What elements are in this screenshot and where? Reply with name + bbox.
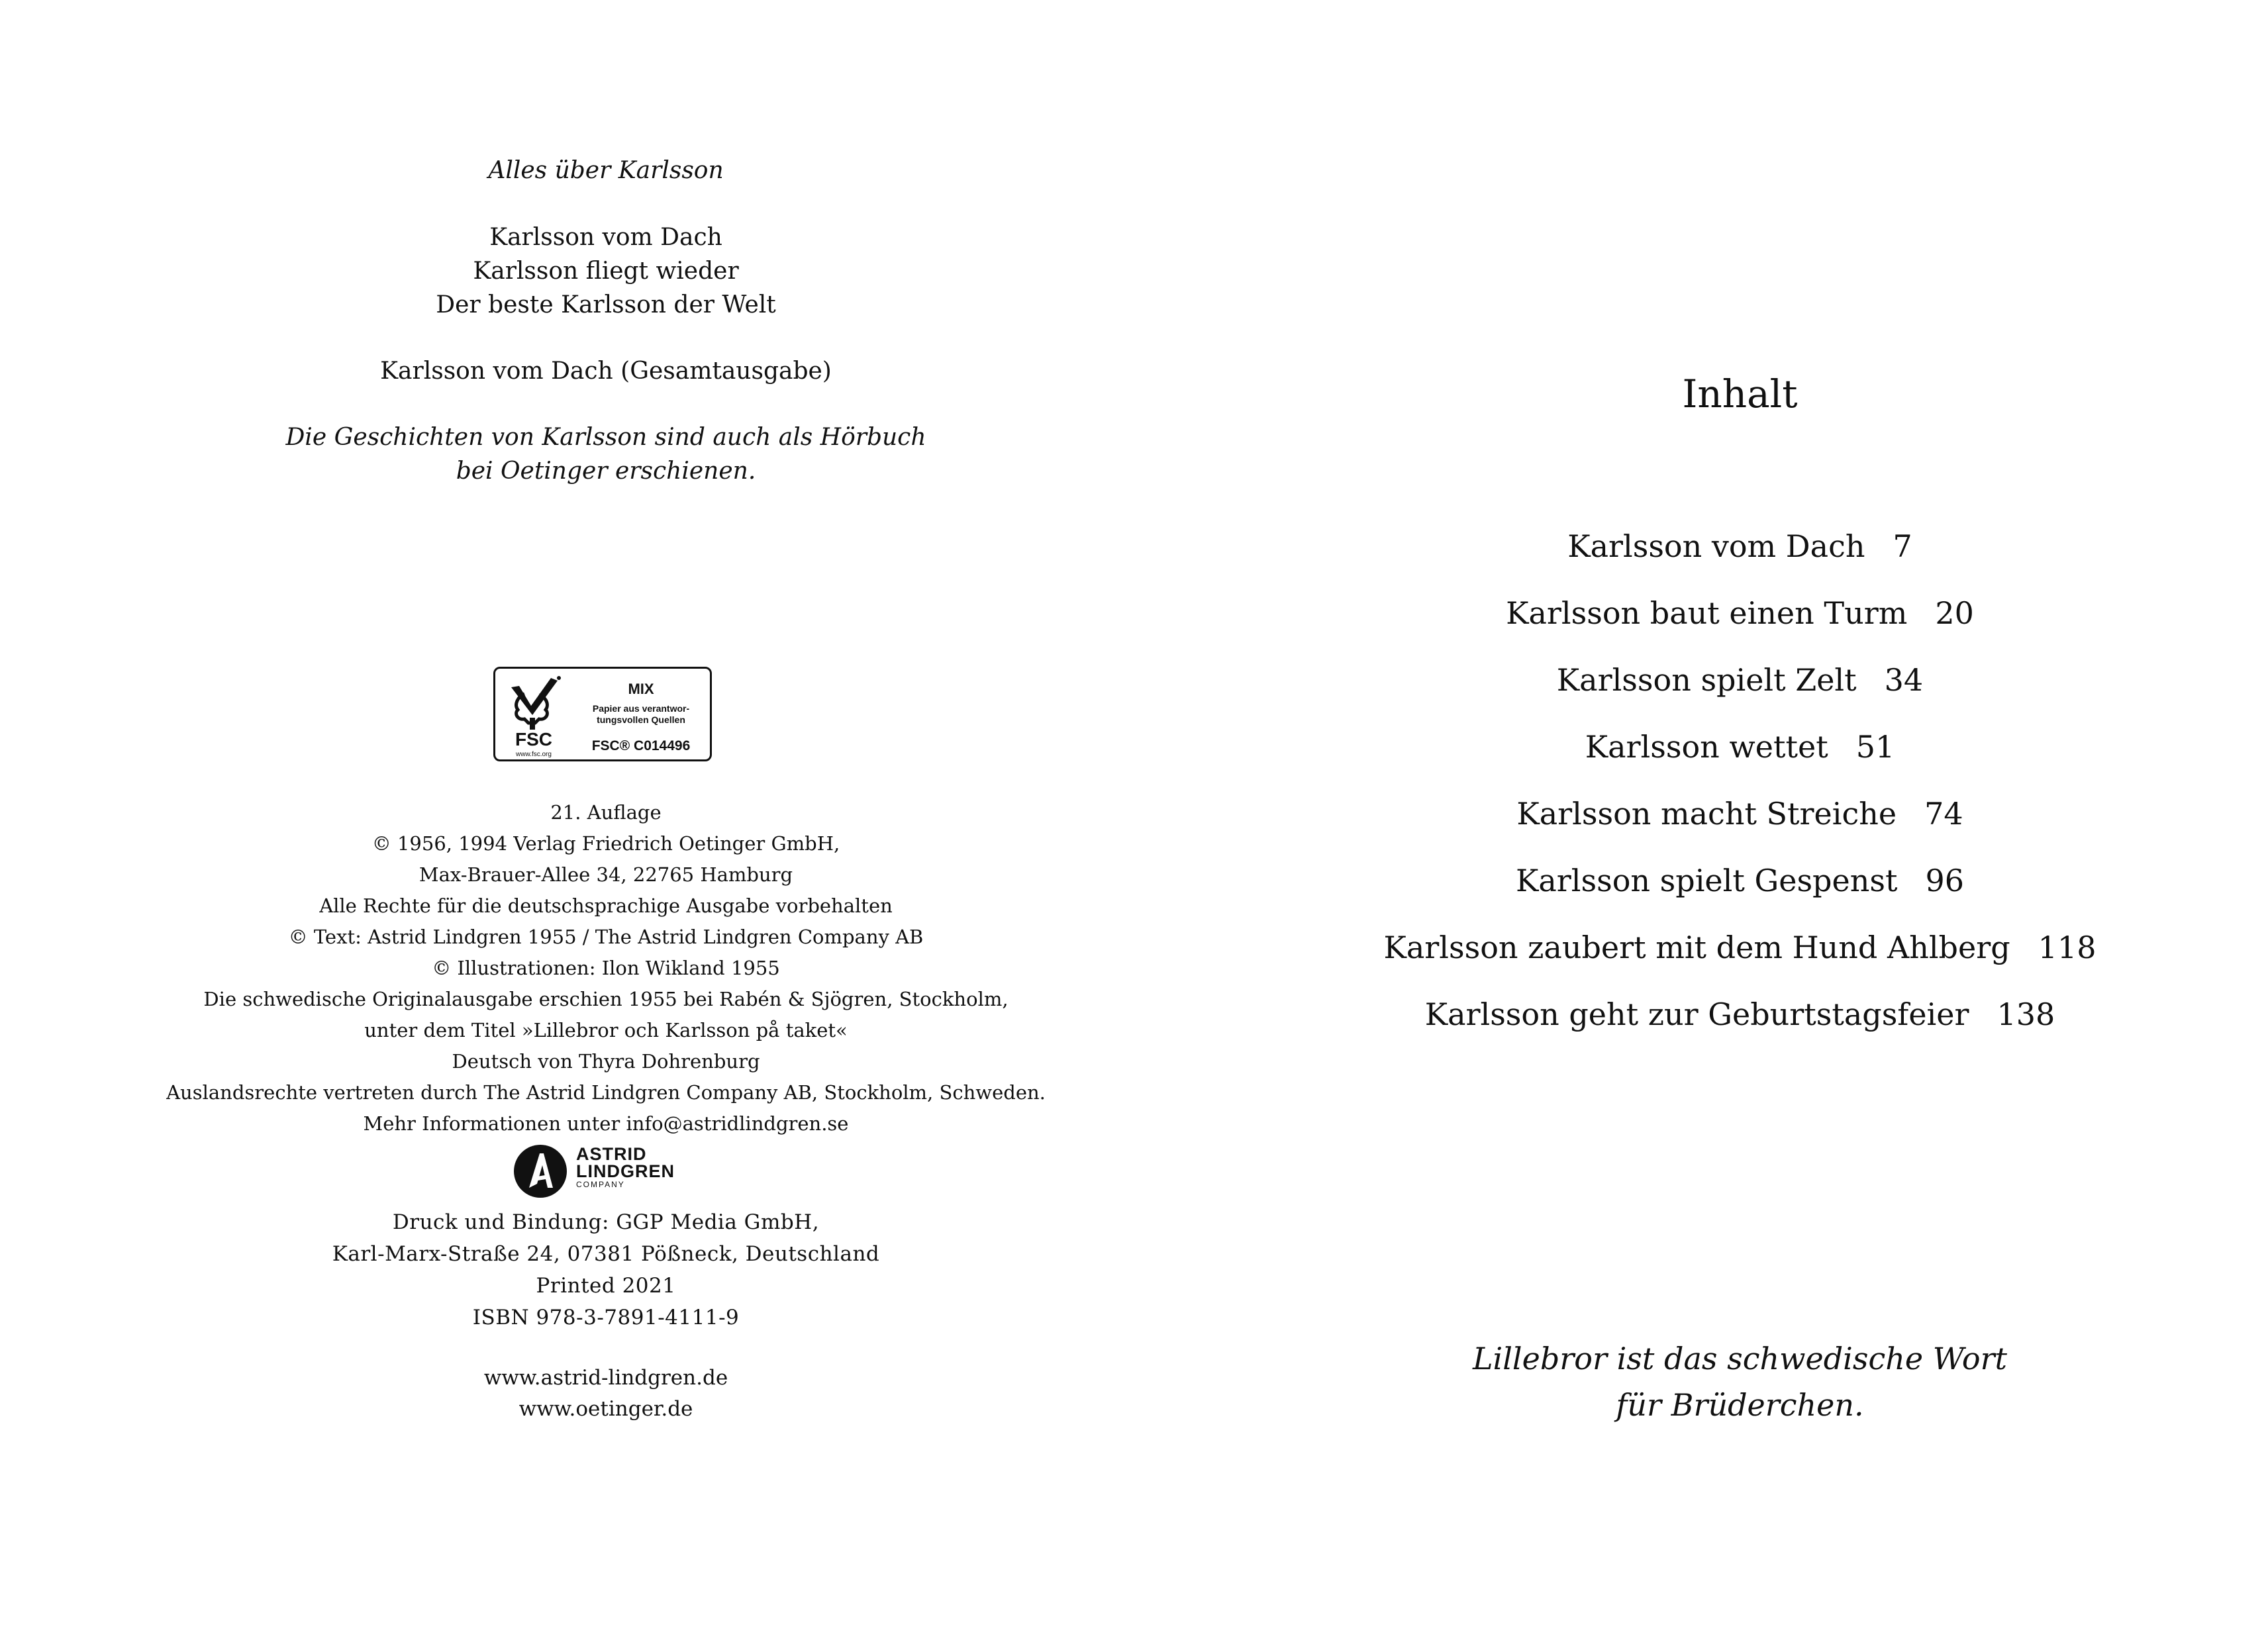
lillebror-footnote (1212, 1335, 2268, 1428)
website-link[interactable]: www.astrid-lindgren.de (483, 1366, 728, 1390)
toc-entry-page: 20 (1935, 595, 1974, 631)
right-page (1212, 0, 2268, 1642)
toc-entry[interactable] (1212, 914, 2268, 981)
toc-entry[interactable] (1212, 513, 2268, 580)
toc-entry-page: 51 (1855, 729, 1895, 765)
fsc-url: www.fsc.org (516, 751, 552, 758)
footnote-line: für Brüderchen. (1616, 1387, 1864, 1423)
toc-entry-page: 118 (2038, 930, 2096, 965)
isbn: ISBN 978-3-7891-4111-9 (472, 1306, 740, 1329)
toc-entry-page: 96 (1925, 863, 1964, 898)
imprint-line: © 1956, 1994 Verlag Friedrich Oetinger GmbH, (371, 832, 840, 855)
footnote-line: Lillebror ist das schwedische Wort (1472, 1341, 2008, 1376)
toc-entry-page: 138 (1997, 996, 2055, 1032)
fsc-description-line: Papier aus verantwor- (592, 703, 690, 714)
imprint-line: © Text: Astrid Lindgren 1955 / The Astrid Lindgren Company AB (288, 926, 924, 948)
toc-entry-page: 7 (1893, 528, 1912, 564)
imprint-line: Max-Brauer-Allee 34, 22765 Hamburg (419, 863, 793, 886)
imprint-line: © Illustrationen: Ilon Wikland 1955 (432, 957, 780, 979)
astrid-lindgren-a-icon (513, 1144, 567, 1198)
imprint-line: Alle Rechte für die deutschsprachige Ausgabe vorbehalten (319, 894, 893, 917)
toc-entry-title: Karlsson vom Dach (1567, 528, 1865, 564)
fsc-mix-label: MIX (628, 681, 654, 697)
printing-line: Druck und Bindung: GGP Media GmbH, (392, 1210, 820, 1234)
printing-line: Printed 2021 (536, 1274, 676, 1298)
toc-heading: Inhalt (1682, 371, 1798, 416)
websites (0, 1363, 1212, 1425)
book-title: Karlsson fliegt wieder (473, 258, 739, 285)
series-title: Alles über Karlsson (488, 157, 724, 184)
fsc-description (575, 703, 707, 726)
imprint-line: 21. Auflage (550, 801, 662, 824)
complete-edition: Karlsson vom Dach (Gesamtausgabe) (380, 358, 832, 385)
printing-line: Karl-Marx-Straße 24, 07381 Pößneck, Deutschland (332, 1242, 880, 1266)
imprint-line: Auslandsrechte vertreten durch The Astrid Lindgren Company AB, Stockholm, Schweden. (166, 1081, 1046, 1104)
fsc-description-line: tungsvollen Quellen (597, 714, 685, 725)
toc-entry-title: Karlsson spielt Zelt (1556, 662, 1857, 698)
imprint-line: Mehr Informationen unter info@astridlindgren.se (363, 1112, 849, 1135)
book-title: Karlsson vom Dach (489, 224, 722, 251)
book-list (0, 220, 1212, 322)
audio-note-line: bei Oetinger erschienen. (456, 458, 756, 485)
toc-entry-page: 74 (1924, 796, 1963, 832)
toc-entry-title: Karlsson macht Streiche (1516, 796, 1897, 832)
toc-entry[interactable] (1212, 847, 2268, 914)
toc-entry-title: Karlsson baut einen Turm (1506, 595, 1908, 631)
alc-logo-company: COMPANY (576, 1180, 625, 1189)
audio-note-line: Die Geschichten von Karlsson sind auch als Hörbuch (285, 424, 926, 451)
fsc-tree-checkmark-icon (505, 674, 564, 759)
audio-book-note (0, 420, 1212, 488)
alc-logo-text (576, 1145, 675, 1189)
book-title: Der beste Karlsson der Welt (436, 291, 776, 318)
toc-entry[interactable] (1212, 714, 2268, 781)
imprint-line: unter dem Titel »Lillebror och Karlsson på taket« (364, 1019, 848, 1041)
toc-entry-page: 34 (1884, 662, 1924, 698)
toc-entry[interactable] (1212, 580, 2268, 647)
toc-entry-title: Karlsson zaubert mit dem Hund Ahlberg (1383, 930, 2010, 965)
printing-info (0, 1206, 1212, 1333)
toc-entry[interactable] (1212, 981, 2268, 1048)
imprint-line: Deutsch von Thyra Dohrenburg (452, 1050, 760, 1073)
alc-logo-line: LINDGREN (576, 1161, 675, 1181)
table-of-contents (1212, 513, 2268, 1048)
astrid-lindgren-company-logo (513, 1144, 699, 1200)
toc-entry-title: Karlsson wettet (1585, 729, 1828, 765)
toc-entry-title: Karlsson geht zur Geburtstagsfeier (1424, 996, 1969, 1032)
toc-entry[interactable] (1212, 781, 2268, 847)
imprint (0, 797, 1212, 1139)
imprint-line: Die schwedische Originalausgabe erschien 1955 bei Rabén & Sjögren, Stockholm, (203, 988, 1009, 1010)
fsc-license-code: FSC® C014496 (591, 738, 691, 753)
toc-entry-title: Karlsson spielt Gespenst (1516, 863, 1898, 898)
fsc-logo (493, 667, 712, 761)
fsc-brand: FSC (515, 729, 552, 749)
toc-entry[interactable] (1212, 647, 2268, 714)
alc-logo-line: ASTRID (576, 1144, 647, 1164)
website-link[interactable]: www.oetinger.de (518, 1397, 693, 1421)
